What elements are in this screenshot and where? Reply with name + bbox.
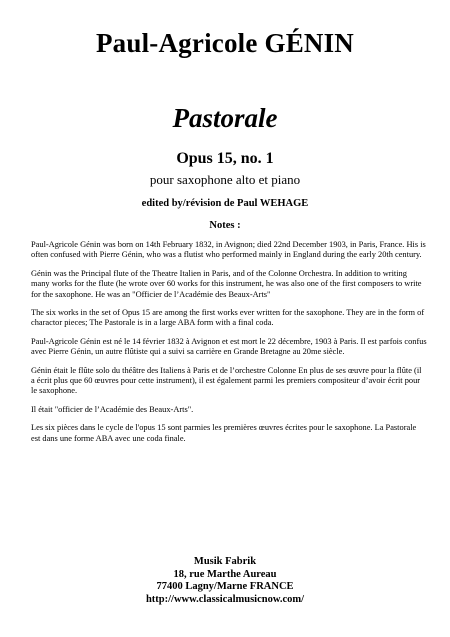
notes-heading: Notes :: [209, 220, 241, 231]
publisher-block: [0, 556, 450, 606]
opus-number: Opus 15, no. 1: [176, 150, 274, 167]
notes-paragraph: Les six pièces dans le cycle de l'opus 15 sont parmies les premières œuvres écrites pour le saxophone. La Pastorale est dans une forme ABA avec une coda finale.: [31, 423, 417, 443]
piece-title: Pastorale: [172, 103, 278, 133]
notes-paragraph: The six works in the set of Opus 15 are among the first works ever written for the saxophone. They are in the form of charactor pieces; The Pastorale is in a large ABA form with a final coda.: [31, 308, 425, 328]
notes-paragraph: Il était "officier de l’Académie des Beaux-Arts".: [31, 404, 194, 414]
notes-paragraph: Paul-Agricole Génin est né le 14 février 1832 à Avignon et est mort le 22 décembre, 1903 à Paris. Il est parfois confus avec Pierre Génin, un autre flûtiste qui a suivi sa carrière en Grande Bretagne au 20me siècle.: [31, 336, 427, 357]
notes-paragraph: Génin was the Principal flute of the Theatre Italien in Paris, and of the Colonne Orchestra. In addition to writing many works for the flute (he wrote over 60 works for this instrument, he was also one of the first composers to write for the saxophone. He was an "Officier de l’Académie des Beaux-Arts": [31, 268, 422, 299]
publisher-name: Musik Fabrik: [193, 556, 257, 567]
notes-body: [31, 240, 427, 452]
publisher-street: 18, rue Marthe Aureau: [173, 568, 277, 580]
publisher-city: 77400 Lagny/Marne FRANCE: [156, 581, 294, 592]
notes-paragraph: Génin était le flûte solo du théâtre des Italiens à Paris et de l’orchestre Colonne En plus de ses œuvre pour la flûte (il a écrit plus que 60 œuvres pour cette instrument), il est également parmi les premiers compositeur d’avoir écrit pour le saxophone.: [31, 365, 422, 396]
instrumentation: pour saxophone alto et piano: [149, 172, 301, 187]
notes-paragraph: Paul-Agricole Génin was born on 14th February 1832, in Avignon; died 22nd December 1903, in Paris, France. His is often confused with Pierre Génin, who was a flutist who performed mainly in England during the early 20th century.: [31, 240, 426, 260]
editor-credit: edited by/révision de Paul WEHAGE: [141, 198, 309, 209]
composer-name: Paul-Agricole GÉNIN: [95, 28, 355, 58]
publisher-url[interactable]: http://www.classicalmusicnow.com/: [145, 593, 305, 605]
